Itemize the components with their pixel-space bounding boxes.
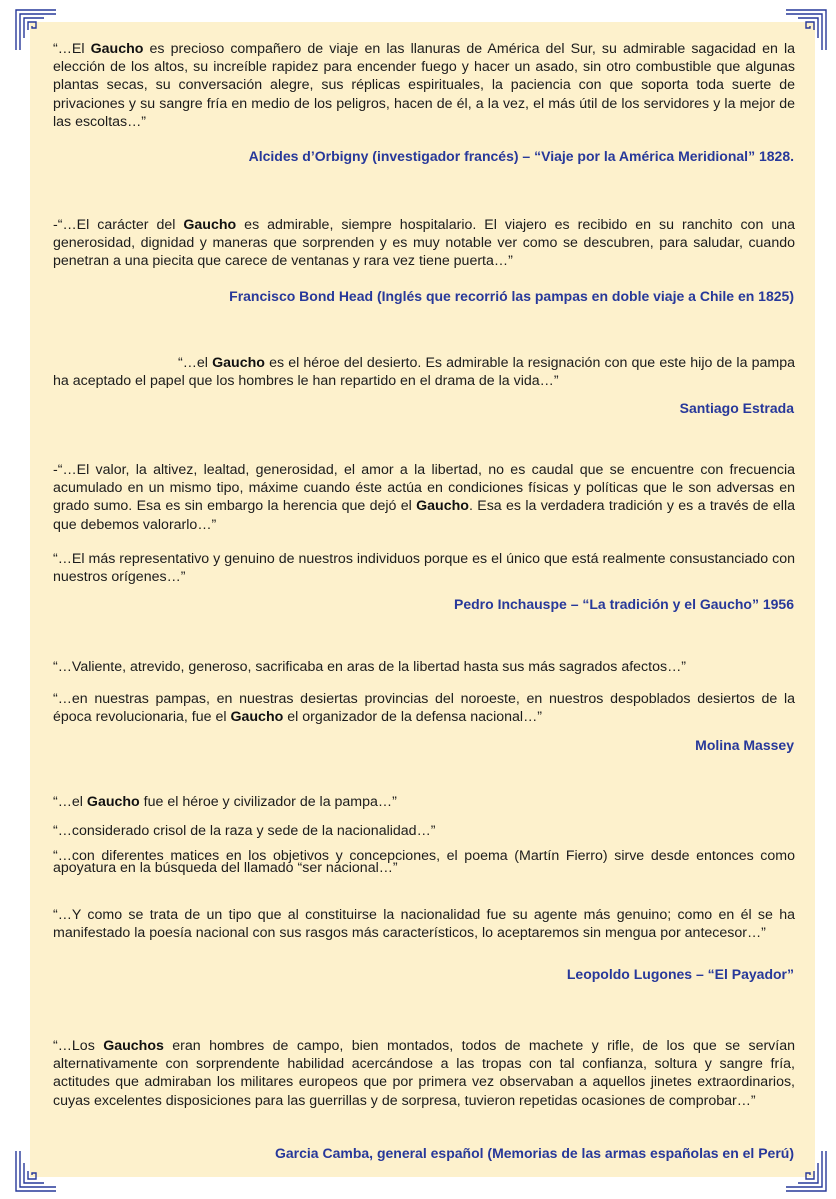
- gaucho-emphasis: Gaucho: [212, 355, 265, 371]
- quote-paragraph: -“…El valor, la altivez, lealtad, generosidad, el amor a la libertad, no es caudal que se encuentre con frecuencia acumulado en un mismo tipo, máxime cuando éste actúa en condiciones físicas y políticas que le son adversas en grado sumo. Esa es sin embargo la herencia que dejó el Gaucho. Esa es la verdadera tradición y es a través de ella que debemos valorarlo…”: [53, 462, 795, 533]
- quote-author: Garcia Camba, general español (Memorias de las armas españolas en el Perú): [275, 1145, 794, 1161]
- gaucho-emphasis: Gaucho: [416, 498, 469, 515]
- quote-author: Santiago Estrada: [679, 400, 794, 416]
- quote-paragraph: “…en nuestras pampas, en nuestras desiertas provincias del noroeste, en nuestros despoblados desiertos de la época revolucionaria, fue el Gaucho el organizador de la defensa nacional…”: [53, 691, 795, 726]
- quote-paragraph: “…el Gaucho fue el héroe y civilizador de la pampa…”: [53, 794, 397, 810]
- quote-author: Molina Massey: [695, 737, 794, 753]
- gaucho-emphasis: Gaucho: [86, 794, 140, 810]
- quote-paragraph: -“…El carácter del Gaucho es admirable, siempre hospitalario. El viajero es recibido en su ranchito con una generosidad, dignidad y maneras que sorprenden y es muy notable ver como se descubren, para saludar, cuando penetran a una piecita que carece de ventanas y rara vez tiene puerta…”: [53, 217, 795, 270]
- quote-author: Alcides d’Orbigny (investigador francés) – “Viaje por la América Meridional” 1828.: [248, 148, 794, 164]
- quote-paragraph: “…Valiente, atrevido, generoso, sacrificaba en aras de la libertad hasta sus más sagrados afectos…”: [53, 659, 686, 675]
- quote-paragraph: “…El más representativo y genuino de nuestros individuos porque es el único que está realmente consustanciado con nuestros orígenes…”: [53, 551, 795, 586]
- quote-paragraph: “…El Gaucho es precioso compañero de viaje en las llanuras de América del Sur, su admirable sagacidad en la elección de los altos, su increíble rapidez para encender fuego y hacer un asado, sin otro combustible que algunas plantas secas, su conversación alegre, sus réplicas espirituales, la paciencia con que soporta toda suerte de privaciones y su sangre fría en medio de los peligros, hacen de él, a la vez, el más útil de los servidores y la mejor de las escoltas…”: [53, 41, 796, 130]
- gaucho-emphasis: Gaucho: [183, 217, 237, 233]
- gaucho-emphasis: Gaucho: [230, 709, 284, 726]
- corner-ornament-icon: [14, 1149, 58, 1193]
- quote-paragraph: “…el Gaucho es el héroe del desierto. Es admirable la resignación con que este hijo de la pampa ha aceptado el papel que los hombres le han repartido en el drama de la vida…”: [53, 355, 795, 390]
- quote-author: Leopoldo Lugones – “El Payador”: [566, 966, 794, 982]
- gaucho-emphasis: Gauchos: [103, 1038, 164, 1054]
- quote-paragraph: “…con diferentes matices en los objetivos y concepciones, el poema (Martín Fierro) sirve desde entonces como apoyatura en la búsqueda del llamado “ser nacional…”: [53, 848, 795, 876]
- gaucho-emphasis: Gaucho: [90, 41, 144, 57]
- corner-ornament-icon: [14, 8, 58, 52]
- quote-paragraph: “…Los Gauchos eran hombres de campo, bien montados, todos de machete y rifle, de los que se servían alternativamente con sorprendente habilidad acercándose a las tropas con tal confianza, soltura y sangre fría, actitudes que admiraban los militares europeos que por primera vez observaban a aquellos jinetes extraordinarios, cuyas excelentes disposiciones para las guerrillas y de sorpresa, tuvieron repetidas ocasiones de comprobar…”: [53, 1038, 796, 1109]
- quote-paragraph: “…considerado crisol de la raza y sede de la nacionalidad…”: [53, 823, 436, 839]
- quote-author: Pedro Inchauspe – “La tradición y el Gaucho” 1956: [454, 596, 794, 612]
- quote-paragraph: “…Y como se trata de un tipo que al constituirse la nacionalidad fue su agente más genuino; como en él se ha manifestado la poesía nacional con sus rasgos más característicos, lo aceptaremos sin mengua por antecesor…”: [53, 907, 795, 942]
- quote-author: Francisco Bond Head (Inglés que recorrió las pampas en doble viaje a Chile en 1825): [229, 288, 794, 304]
